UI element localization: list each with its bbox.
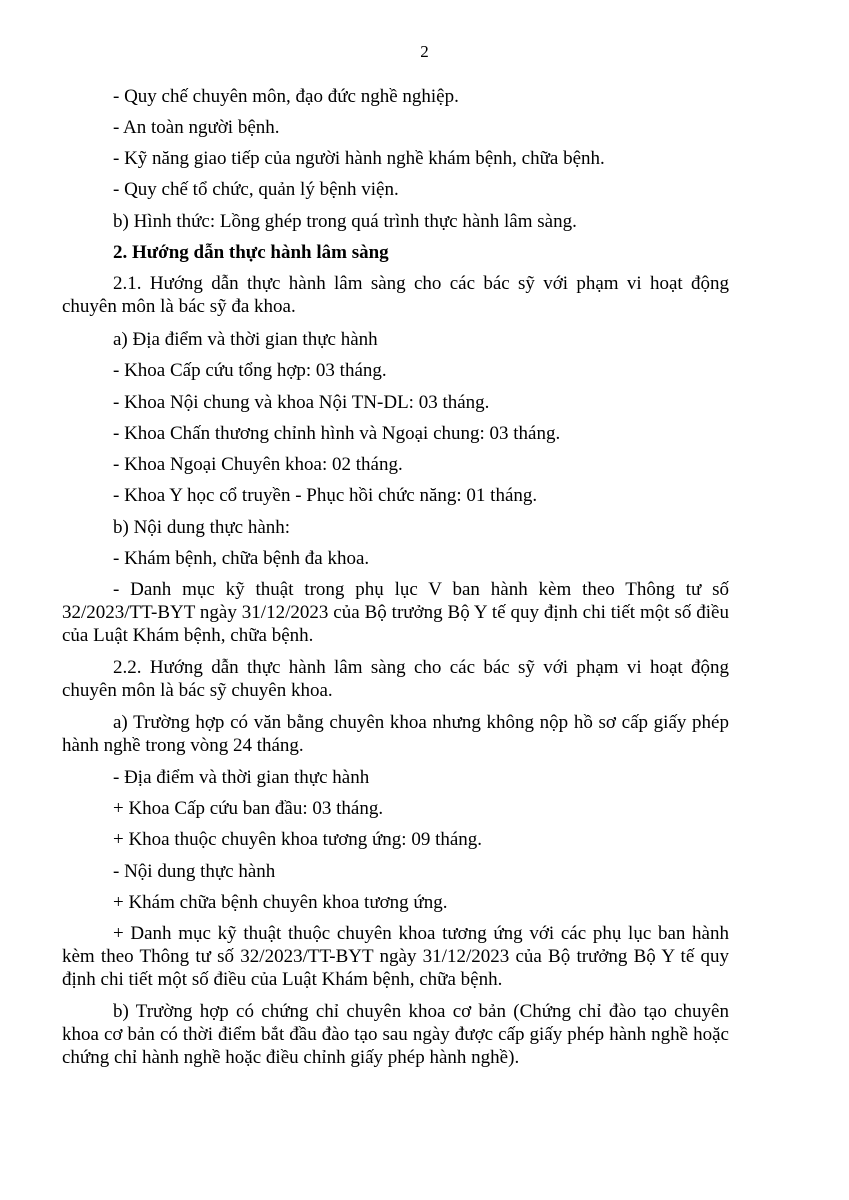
- paragraph-specialty-techniques: + Danh mục kỹ thuật thuộc chuyên khoa tương ứng với các phụ lục ban hành kèm theo Thông tư số 32/2023/TT-BYT ngày 31/12/2023 của Bộ trưởng Bộ Y tế quy định chi tiết một số điều của Luật Khám bệnh, chữa bệnh.: [62, 923, 729, 990]
- bullet-professional-regulations: - Quy chế chuyên môn, đạo đức nghề nghiệp.: [113, 86, 459, 107]
- paragraph-technique-list: - Danh mục kỹ thuật trong phụ lục V ban hành kèm theo Thông tư số 32/2023/TT-BYT ngày 31/12/2023 của Bộ trưởng Bộ Y tế quy định chi tiết một số điều của Luật Khám bệnh, chữa bệnh.: [62, 579, 729, 646]
- content-specialty-exam: + Khám chữa bệnh chuyên khoa tương ứng.: [113, 892, 448, 913]
- bullet-communication-skills: - Kỹ năng giao tiếp của người hành nghề khám bệnh, chữa bệnh.: [113, 148, 605, 169]
- bullet-patient-safety: - An toàn người bệnh.: [113, 117, 280, 138]
- dept-emergency: - Khoa Cấp cứu tổng hợp: 03 tháng.: [113, 360, 387, 381]
- paragraph-case-b: b) Trường hợp có chứng chỉ chuyên khoa cơ bản (Chứng chỉ đào tạo chuyên khoa cơ bản có thời điểm bắt đầu đào tạo sau ngày được cấp giấy phép hành nghề hoặc chứng chỉ hành nghề hoặc điều chỉnh giấy phép hành nghề).: [62, 1001, 729, 1068]
- dept-orthopedics: - Khoa Chấn thương chỉnh hình và Ngoại chung: 03 tháng.: [113, 423, 561, 444]
- section-heading-clinical-practice: 2. Hướng dẫn thực hành lâm sàng: [113, 242, 389, 263]
- dept-internal: - Khoa Nội chung và khoa Nội TN-DL: 03 tháng.: [113, 392, 490, 413]
- form-of-training: b) Hình thức: Lồng ghép trong quá trình thực hành lâm sàng.: [113, 211, 577, 232]
- paragraph-2-1: 2.1. Hướng dẫn thực hành lâm sàng cho các bác sỹ với phạm vi hoạt động chuyên môn là bác sỹ đa khoa.: [62, 273, 729, 317]
- dept-corresponding-specialty: + Khoa thuộc chuyên khoa tương ứng: 09 tháng.: [113, 829, 483, 850]
- dept-traditional-medicine: - Khoa Y học cổ truyền - Phục hồi chức năng: 01 tháng.: [113, 485, 538, 506]
- location-time-heading: a) Địa điểm và thời gian thực hành: [113, 329, 378, 350]
- location-time-subheading: - Địa điểm và thời gian thực hành: [113, 767, 370, 788]
- content-heading: b) Nội dung thực hành:: [113, 517, 291, 538]
- dept-initial-emergency: + Khoa Cấp cứu ban đầu: 03 tháng.: [113, 798, 384, 819]
- dept-surgical-specialty: - Khoa Ngoại Chuyên khoa: 02 tháng.: [113, 454, 403, 475]
- page-number: 2: [420, 42, 429, 61]
- content-general-practice: - Khám bệnh, chữa bệnh đa khoa.: [113, 548, 370, 569]
- paragraph-2-2: 2.2. Hướng dẫn thực hành lâm sàng cho các bác sỹ với phạm vi hoạt động chuyên môn là bác sỹ chuyên khoa.: [62, 657, 729, 701]
- bullet-hospital-management: - Quy chế tổ chức, quản lý bệnh viện.: [113, 179, 399, 200]
- paragraph-case-a: a) Trường hợp có văn bằng chuyên khoa nhưng không nộp hồ sơ cấp giấy phép hành nghề trong vòng 24 tháng.: [62, 712, 729, 756]
- content-subheading: - Nội dung thực hành: [113, 861, 276, 882]
